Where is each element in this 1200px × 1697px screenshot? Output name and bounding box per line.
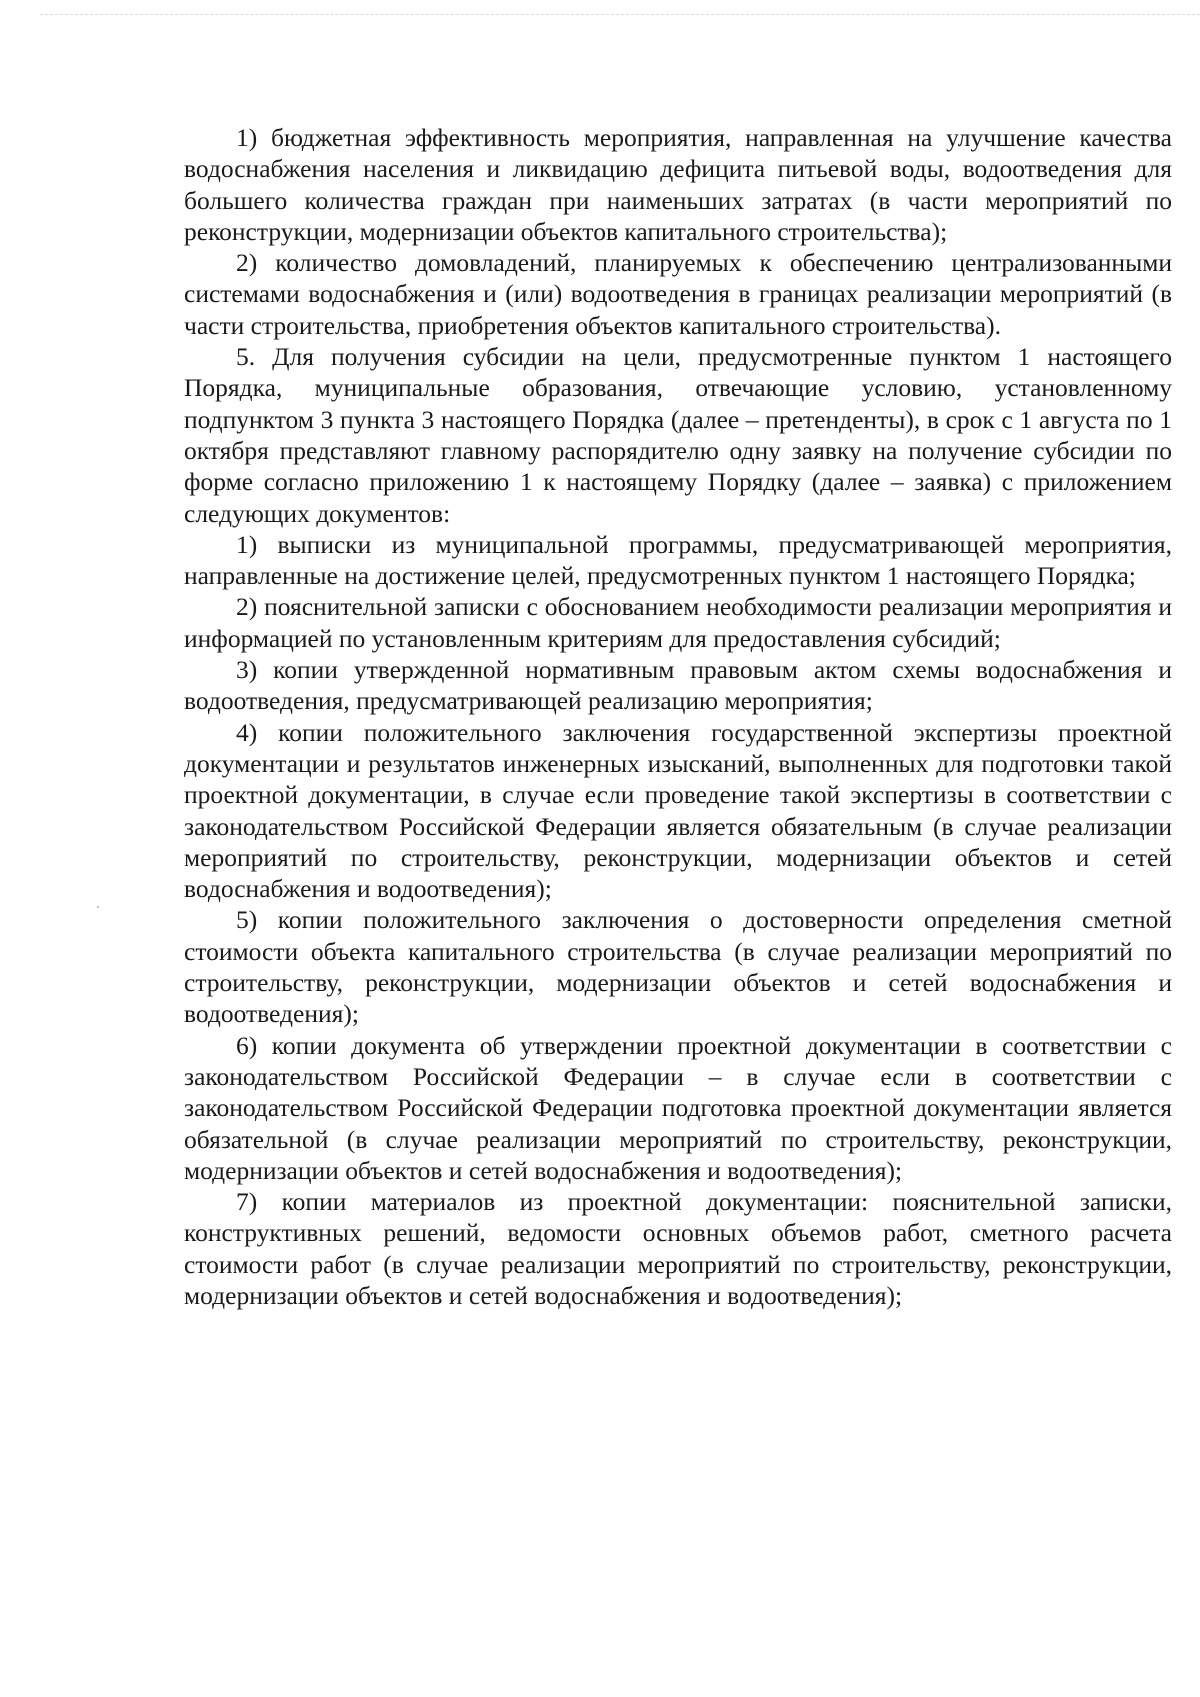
- paragraph-section-5: 5. Для получения субсидии на цели, предусмотренные пунктом 1 настоящего Порядка, муниципальные образования, отвечающие условию, установленному подпунктом 3 пункта 3 настоящего Порядка (далее – претенденты), в срок с 1 августа по 1 октября представляют главному распорядителю одну заявку на получение субсидии по форме согласно приложению 1 к настоящему Порядку (далее – заявка) с приложением следующих документов:: [184, 342, 1172, 528]
- scan-speck: [97, 906, 99, 908]
- paragraph-document-2: 2) пояснительной записки с обоснованием необходимости реализации мероприятия и информацией по установленным критериям для предоставления субсидий;: [184, 592, 1172, 653]
- scan-edge-line: [40, 14, 1200, 15]
- paragraph-document-1: 1) выписки из муниципальной программы, предусматривающей мероприятия, направленные на достижение целей, предусмотренных пунктом 1 настоящего Порядка;: [184, 529, 1172, 591]
- paragraph-criterion-1: 1) бюджетная эффективность мероприятия, направленная на улучшение качества водоснабжения населения и ликвидацию дефицита питьевой воды, водоотведения для большего количества граждан при наименьших затратах (в части мероприятий по реконструкции, модернизации объектов капитального строительства);: [184, 123, 1172, 246]
- paragraph-document-3: 3) копии утвержденной нормативным правовым актом схемы водоснабжения и водоотведения, предусматривающей реализацию мероприятия;: [184, 655, 1172, 716]
- paragraph-criterion-2: 2) количество домовладений, планируемых к обеспечению централизованными системами водоснабжения и (или) водоотведения в границах реализации мероприятий (в части строительства, приобретения объектов капитального строительства).: [184, 248, 1172, 340]
- paragraph-document-4: 4) копии положительного заключения государственной экспертизы проектной документации и результатов инженерных изысканий, выполненных для подготовки такой проектной документации, в случае если проведение такой экспертизы в соответствии с законодательством Российской Федерации является обязательным (в случае реализации мероприятий по строительству, реконструкции, модернизации объектов и сетей водоснабжения и водоотведения);: [184, 717, 1172, 904]
- paragraph-document-5: 5) копии положительного заключения о достоверности определения сметной стоимости объекта капитального строительства (в случае реализации мероприятий по строительству, реконструкции, модернизации объектов и сетей водоснабжения и водоотведения);: [184, 905, 1172, 1029]
- document-body: [184, 122, 1172, 1311]
- paragraph-document-7: 7) копии материалов из проектной документации: пояснительной записки, конструктивных решений, ведомости основных объемов работ, сметного расчета стоимости работ (в случае реализации мероприятий по строительству, реконструкции, модернизации объектов и сетей водоснабжения и водоотведения);: [184, 1187, 1172, 1310]
- paragraph-document-6: 6) копии документа об утверждении проектной документации в соответствии с законодательством Российской Федерации – в случае если в соответствии с законодательством Российской Федерации подготовка проектной документации является обязательной (в случае реализации мероприятий по строительству, реконструкции, модернизации объектов и сетей водоснабжения и водоотведения);: [184, 1030, 1172, 1185]
